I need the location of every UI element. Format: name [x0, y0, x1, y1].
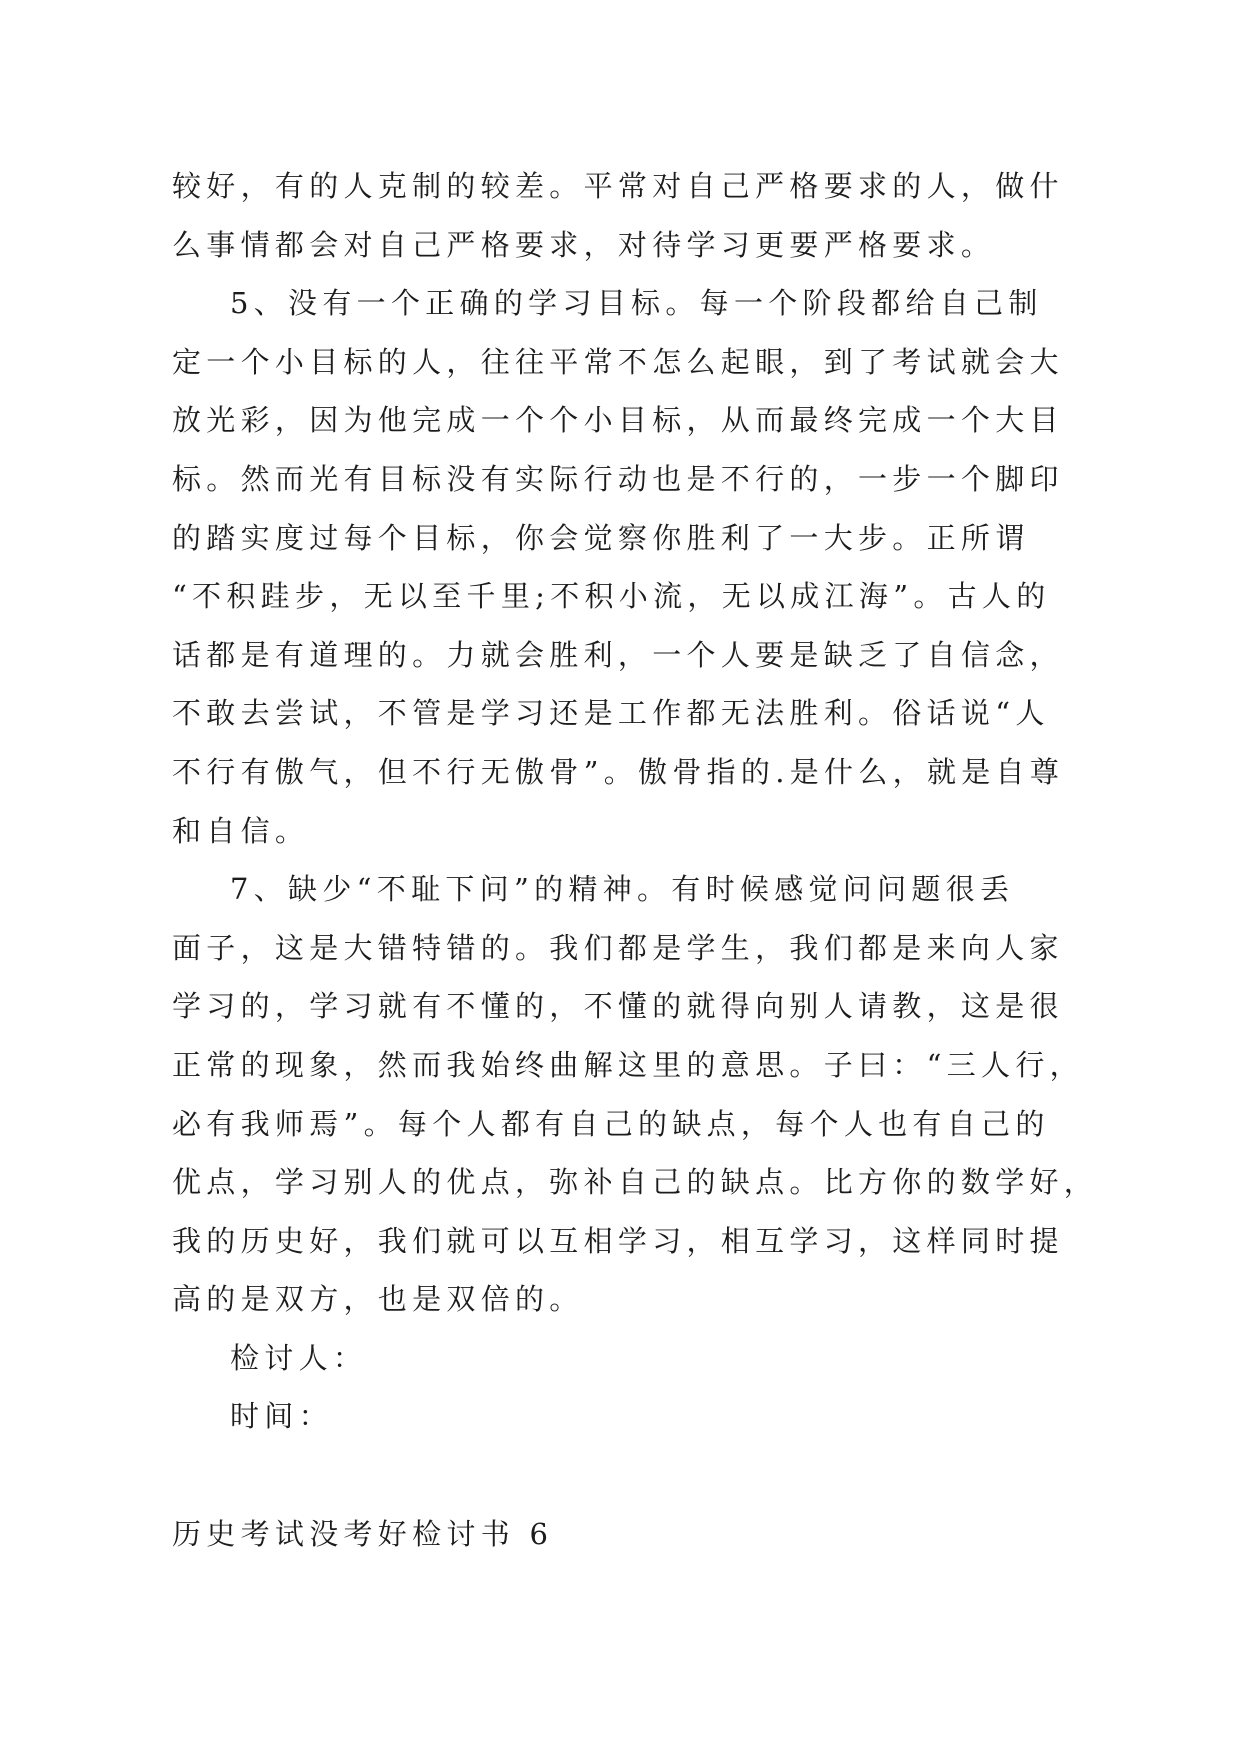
text-line: 正常的现象，然而我始终曲解这里的意思。子曰：“三人行，	[172, 1047, 1084, 1082]
text-line: 学习的，学习就有不懂的，不懂的就得向别人请教，这是很	[172, 989, 1064, 1024]
text-line: 较好，有的人克制的较差。平常对自己严格要求的人，做什	[172, 169, 1064, 203]
text-line: 高的是双方，也是双倍的。	[172, 1282, 584, 1317]
text-line: 标。然而光有目标没有实际行动也是不行的，一步一个脚印	[172, 461, 1064, 496]
paragraph-item-5	[172, 274, 1172, 860]
section-heading: 历史考试没考好检讨书 6	[172, 1516, 554, 1551]
text-line: 放光彩，因为他完成一个个小目标，从而最终完成一个大目	[172, 403, 1064, 438]
text-line: 我的历史好，我们就可以互相学习，相互学习，这样同时提	[172, 1223, 1064, 1258]
text-line: 必有我师焉”。每个人都有自己的缺点，每个人也有自己的	[172, 1106, 1050, 1141]
text-line: 的踏实度过每个目标，你会觉察你胜利了一大步。正所谓	[172, 520, 1030, 555]
text-line: 和自信。	[172, 813, 310, 848]
text-line: 5、没有一个正确的学习目标。每一个阶段都给自己制	[230, 286, 1043, 321]
text-line: 不敢去尝试，不管是学习还是工作都无法胜利。俗话说“人	[172, 696, 1050, 731]
signature-block	[172, 1329, 1172, 1446]
text-line: 么事情都会对自己严格要求，对待学习更要严格要求。	[172, 227, 996, 262]
text-line: “不积跬步，无以至千里;不积小流，无以成江海”。古人的	[172, 579, 1051, 614]
reviewer-label: 检讨人：	[230, 1340, 368, 1375]
text-line: 定一个小目标的人，往往平常不怎么起眼，到了考试就会大	[172, 344, 1064, 379]
text-line: 7、缺少“不耻下问”的精神。有时候感觉问问题很丢	[230, 872, 1015, 907]
document-page	[172, 157, 1172, 1563]
text-line: 不行有傲气，但不行无傲骨”。傲骨指的.是什么，就是自尊	[172, 754, 1065, 789]
text-line: 优点，学习别人的优点，弥补自己的缺点。比方你的数学好，	[172, 1165, 1099, 1200]
paragraph-continued	[172, 157, 1172, 274]
text-line: 话都是有道理的。力就会胜利，一个人要是缺乏了自信念，	[172, 637, 1064, 672]
date-label: 时间：	[230, 1399, 333, 1434]
text-line: 面子，这是大错特错的。我们都是学生，我们都是来向人家	[172, 930, 1064, 965]
paragraph-item-7	[172, 860, 1172, 1329]
